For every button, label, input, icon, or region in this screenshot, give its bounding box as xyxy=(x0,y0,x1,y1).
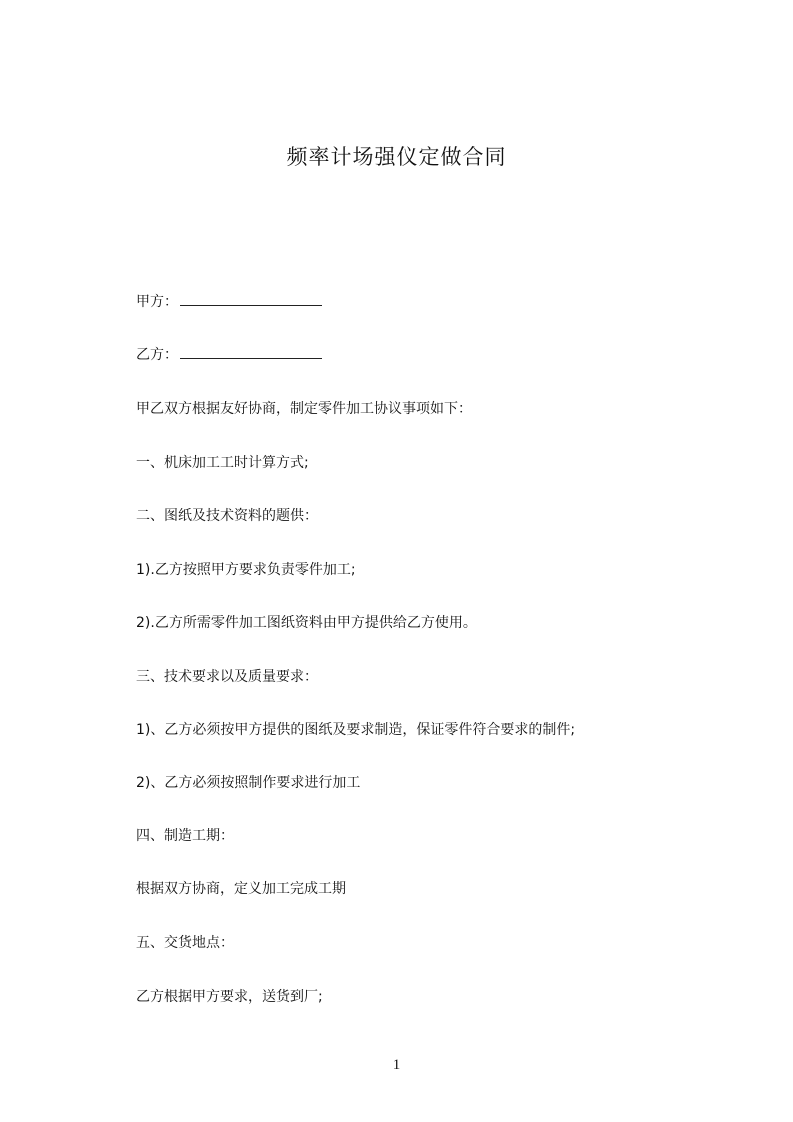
section-heading: 二、图纸及技术资料的题供： xyxy=(136,508,318,524)
section-heading: 五、交货地点： xyxy=(136,935,234,951)
paragraph: 根据双方协商，定义加工完成工期 xyxy=(136,881,346,897)
paragraph: 甲乙双方根据友好协商，制定零件加工协议事项如下： xyxy=(136,401,472,417)
party-a-blank xyxy=(180,291,322,306)
party-a-label: 甲方： xyxy=(136,294,178,310)
paragraph: 乙方根据甲方要求，送货到厂; xyxy=(136,989,323,1005)
section-heading: 四、制造工期： xyxy=(136,828,234,844)
party-b-label: 乙方： xyxy=(136,347,178,363)
party-b-line xyxy=(136,344,322,365)
document-title: 频率计场强仪定做合同 xyxy=(286,145,507,169)
party-b-blank xyxy=(180,344,322,359)
list-item: 2).乙方所需零件加工图纸资料由甲方提供给乙方使用。 xyxy=(136,615,477,631)
party-a-line xyxy=(136,291,322,312)
list-item: 2)、乙方必须按照制作要求进行加工 xyxy=(136,775,361,791)
section-heading: 一、机床加工工时计算方式; xyxy=(136,455,309,471)
section-heading: 三、技术要求以及质量要求： xyxy=(136,669,318,685)
list-item: 1).乙方按照甲方要求负责零件加工; xyxy=(136,562,356,578)
list-item: 1)、乙方必须按甲方提供的图纸及要求制造，保证零件符合要求的制件; xyxy=(136,722,576,738)
page-number: 1 xyxy=(392,1057,401,1073)
